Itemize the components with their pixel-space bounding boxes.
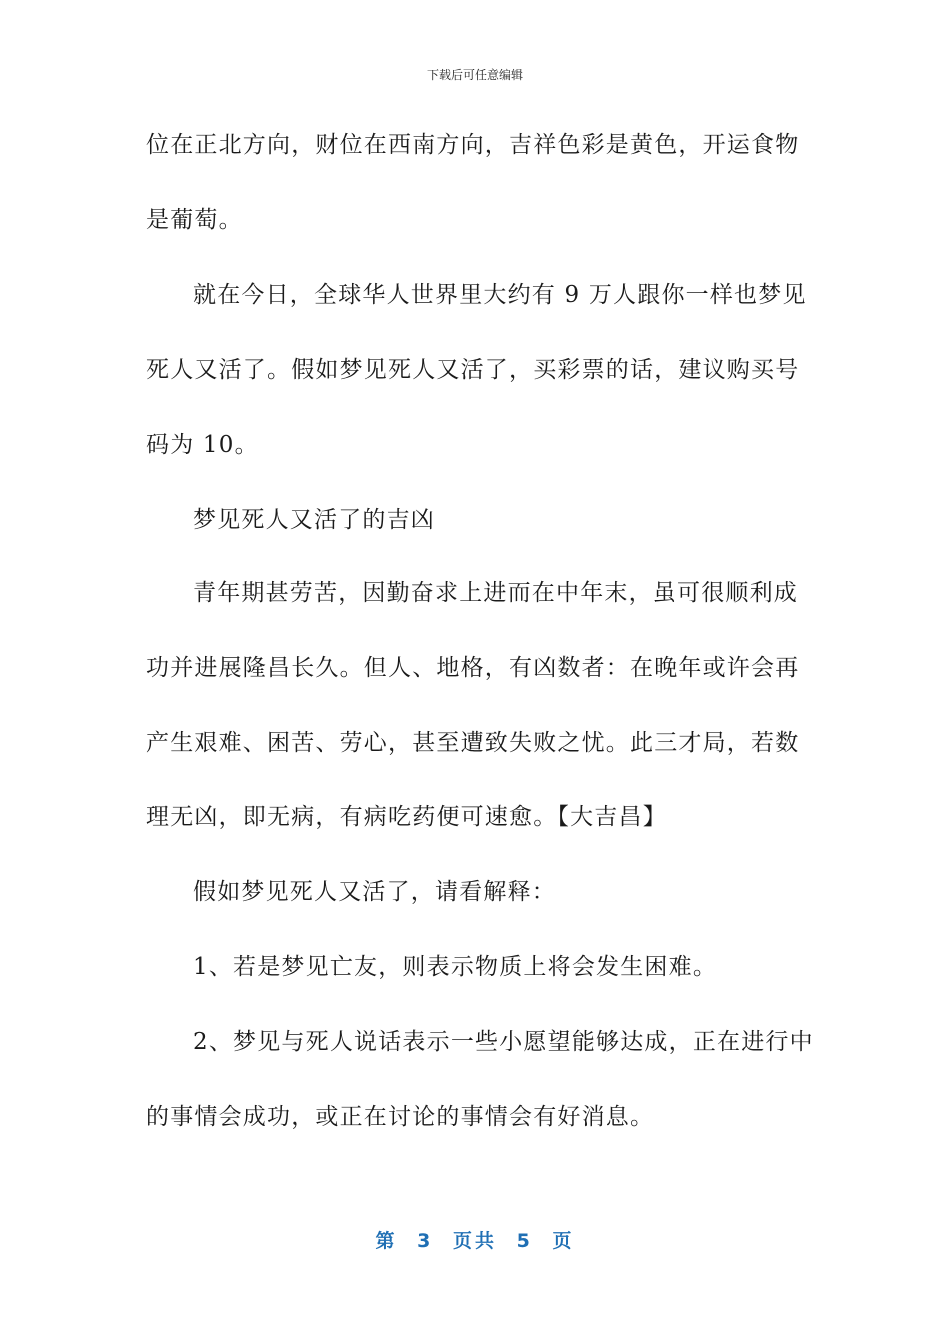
text-line: 理无凶，即无病，有病吃药便可速愈。【大吉昌】 [146,804,667,830]
text-line: 的事情会成功，或正在讨论的事情会有好消息。 [146,1104,655,1130]
list-item: 1、若是梦见亡友，则表示物质上将会发生困难。 [193,954,718,980]
paragraph-start: 就在今日，全球华人世界里大约有 9 万人跟你一样也梦见 [193,282,807,308]
text-line: 是葡萄。 [146,207,243,233]
text-line: 产生艰难、困苦、劳心，甚至遭致失败之忧。此三才局，若数 [146,730,800,756]
page-number: 第 3 页共 5 页 [375,1230,575,1252]
list-item: 2、梦见与死人说话表示一些小愿望能够达成，正在进行中 [193,1029,814,1055]
paragraph-start: 假如梦见死人又活了，请看解释： [193,879,556,905]
paragraph-start: 青年期甚劳苦，因勤奋求上进而在中年末，虽可很顺利成 [193,580,798,606]
text-line: 功并进展隆昌长久。但人、地格，有凶数者：在晚年或许会再 [146,655,800,681]
text-line: 死人又活了。假如梦见死人又活了，买彩票的话，建议购买号 [146,357,800,383]
text-line: 位在正北方向，财位在西南方向，吉祥色彩是黄色，开运食物 [146,132,800,158]
section-heading: 梦见死人又活了的吉凶 [193,507,435,533]
text-line: 码为 10。 [146,432,259,458]
page-header: 下载后可任意编辑 [426,68,523,82]
